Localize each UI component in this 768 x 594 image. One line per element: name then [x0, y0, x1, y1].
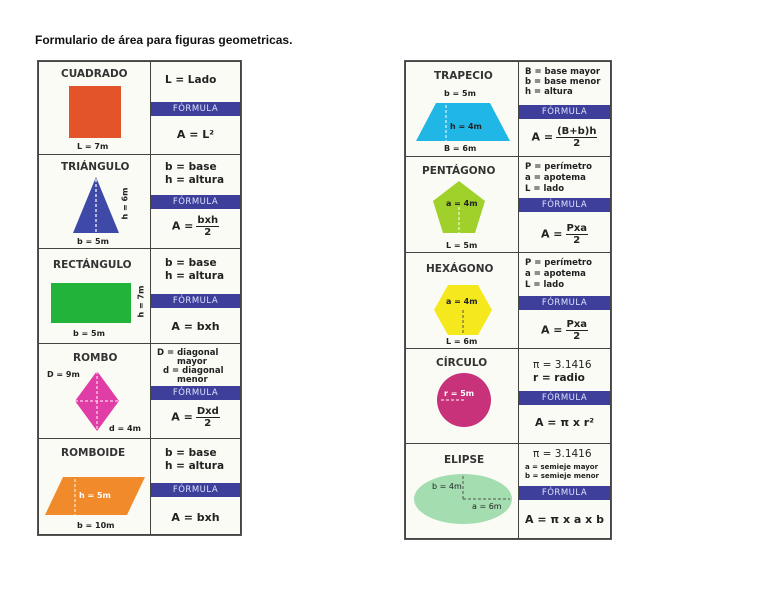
hexagono-side-label: L = 6m — [446, 337, 478, 346]
circulo-var-1: r = radio — [533, 372, 585, 384]
cuadrado-side-label: L = 7m — [77, 142, 109, 151]
triangulo-frac-den: 2 — [204, 227, 212, 238]
pentagono-frac-num: Pxa — [566, 223, 588, 234]
circulo-formula-text: A = π x r² — [534, 416, 595, 429]
romboide-var-0: b = base — [165, 447, 217, 459]
rombo-frac-den: 2 — [204, 418, 212, 429]
triangulo-var-0: b = base — [165, 161, 217, 173]
ellipse-shape — [414, 474, 512, 524]
rectangulo-formula-band: FÓRMULA — [151, 294, 240, 308]
rombo-var-1: mayor — [177, 357, 207, 367]
rhombus-shape — [75, 371, 119, 431]
rombo-info-cell — [150, 343, 241, 439]
hexagono-figure-cell — [405, 252, 519, 349]
cuadrado-formula — [151, 128, 240, 141]
triangulo-base-label: b = 5m — [77, 237, 109, 246]
elipse-info-cell — [518, 443, 611, 539]
trapecio-small-base-label: b = 5m — [444, 89, 476, 98]
hexagono-apothem-label: a = 4m — [446, 297, 478, 306]
rombo-var-0: D = diagonal — [157, 348, 219, 358]
rectangulo-info-cell — [150, 248, 241, 344]
elipse-formula — [519, 513, 610, 526]
rectangulo-var-0: b = base — [165, 257, 217, 269]
hexagono-var-1: a = apotema — [525, 269, 586, 279]
triangulo-name: TRIÁNGULO — [61, 161, 130, 173]
rectangulo-formula — [151, 320, 240, 333]
romboide-height-label: h = 5m — [79, 491, 111, 500]
rectangulo-name: RECTÁNGULO — [53, 259, 132, 271]
hexagono-formula — [519, 319, 610, 342]
pentagono-var-1: a = apotema — [525, 173, 586, 183]
square-shape — [69, 86, 121, 138]
triangulo-formula-band: FÓRMULA — [151, 195, 240, 209]
trapecio-var-2: h = altura — [525, 87, 573, 97]
rombo-name: ROMBO — [73, 352, 118, 364]
hexagono-frac-den: 2 — [573, 331, 581, 342]
triangulo-figure-cell — [38, 154, 151, 249]
rectangulo-figure-cell — [38, 248, 151, 344]
triangulo-height-label: h = 6m — [120, 187, 130, 220]
pentagono-apothem-label: a = 4m — [446, 199, 478, 208]
hexagono-frac-num: Pxa — [566, 319, 588, 330]
pentagono-formula — [519, 223, 610, 246]
trapecio-height-label: h = 4m — [450, 122, 482, 131]
trapecio-formula — [519, 126, 610, 149]
trapecio-name: TRAPECIO — [434, 70, 493, 82]
rombo-minor-diagonal-label: d = 4m — [109, 424, 141, 433]
pentagono-var-2: L = lado — [525, 184, 565, 194]
cuadrado-figure-cell — [38, 61, 151, 155]
rombo-formula — [151, 406, 240, 429]
romboide-name: ROMBOIDE — [61, 447, 126, 459]
rombo-figure-cell — [38, 343, 151, 439]
rombo-formula-lhs: A = — [171, 410, 193, 424]
hexagono-formula-lhs: A = — [540, 323, 563, 337]
right-formula-sheet — [404, 60, 612, 540]
elipse-formula-text: A = π x a x b — [525, 513, 604, 526]
circulo-figure-cell — [405, 348, 519, 444]
rectangulo-formula-text: A = bxh — [171, 320, 220, 333]
hexagono-var-2: L = lado — [525, 280, 565, 290]
circulo-info-cell — [518, 348, 611, 444]
left-formula-sheet — [37, 60, 242, 536]
rombo-var-2: d = diagonal — [163, 366, 224, 376]
romboide-figure-cell — [38, 438, 151, 535]
elipse-var-1: a = semieje mayor — [525, 463, 599, 471]
triangulo-frac-num: bxh — [197, 215, 219, 226]
circulo-radius-label: r = 5m — [444, 389, 475, 398]
hexagono-name: HEXÁGONO — [426, 263, 494, 275]
romboide-base-label: b = 10m — [77, 521, 115, 530]
trapecio-frac-den: 2 — [573, 138, 581, 149]
hexagono-formula-band: FÓRMULA — [519, 296, 610, 310]
circulo-name: CÍRCULO — [436, 357, 488, 369]
elipse-formula-band: FÓRMULA — [519, 486, 610, 500]
pentagono-side-label: L = 5m — [446, 241, 478, 250]
pentagono-name: PENTÁGONO — [422, 165, 496, 177]
triangulo-info-cell — [150, 154, 241, 249]
rectangulo-height-label: h = 7m — [136, 285, 146, 318]
cuadrado-info-cell — [150, 61, 241, 155]
circle-shape — [437, 373, 491, 427]
rombo-frac-num: Dxd — [196, 406, 219, 417]
romboide-formula-band: FÓRMULA — [151, 483, 240, 497]
rombo-formula-band: FÓRMULA — [151, 386, 240, 400]
hexagono-var-0: P = perímetro — [525, 258, 592, 268]
cuadrado-formula-text: A = L² — [176, 128, 215, 141]
cuadrado-name: CUADRADO — [61, 68, 128, 80]
pentagono-info-cell — [518, 156, 611, 253]
elipse-var-2: b = semieje menor — [525, 472, 599, 480]
elipse-minor-axis-label: b = 4m — [432, 482, 462, 491]
pentagono-formula-band: FÓRMULA — [519, 198, 610, 212]
pentagono-frac-den: 2 — [573, 235, 581, 246]
romboide-formula-text: A = bxh — [171, 511, 220, 524]
triangulo-fraction — [196, 215, 219, 238]
pentagono-figure-cell — [405, 156, 519, 253]
hexagono-fraction — [566, 319, 589, 342]
rombo-major-diagonal-label: D = 9m — [47, 370, 80, 379]
cuadrado-var-0: L = Lado — [165, 74, 217, 86]
circulo-formula — [519, 416, 610, 429]
triangulo-formula — [151, 215, 240, 238]
trapecio-formula-lhs: A = — [531, 130, 554, 144]
circulo-formula-band: FÓRMULA — [519, 391, 610, 405]
triangle-shape — [73, 177, 119, 233]
circulo-var-0: π = 3.1416 — [533, 359, 592, 371]
hexagono-info-cell — [518, 252, 611, 349]
triangulo-formula-lhs: A = — [171, 219, 194, 233]
rectangulo-var-1: h = altura — [165, 270, 225, 282]
elipse-name: ELIPSE — [444, 454, 485, 466]
rectangle-shape — [51, 283, 131, 323]
elipse-figure-cell — [405, 443, 519, 539]
trapecio-info-cell — [518, 61, 611, 157]
romboide-var-1: h = altura — [165, 460, 225, 472]
hexagon-shape — [434, 285, 492, 335]
trapecio-large-base-label: B = 6m — [444, 144, 477, 153]
pentagono-fraction — [566, 223, 589, 246]
cuadrado-formula-band: FÓRMULA — [151, 102, 240, 116]
rectangulo-base-label: b = 5m — [73, 329, 105, 338]
rombo-var-3: menor — [177, 375, 208, 385]
trapecio-var-0: B = base mayor — [525, 67, 601, 77]
trapecio-var-1: b = base menor — [525, 77, 601, 87]
pentagono-formula-lhs: A = — [540, 227, 563, 241]
trapecio-figure-cell — [405, 61, 519, 157]
page-title: Formulario de área para figuras geometricas. — [35, 33, 293, 47]
elipse-var-0: π = 3.1416 — [533, 448, 592, 460]
rombo-fraction — [196, 406, 220, 429]
trapecio-frac-num: (B+b)h — [557, 126, 597, 137]
triangulo-var-1: h = altura — [165, 174, 225, 186]
trapecio-fraction — [556, 126, 597, 149]
pentagono-var-0: P = perímetro — [525, 162, 592, 172]
romboide-formula — [151, 511, 240, 524]
romboide-info-cell — [150, 438, 241, 535]
elipse-major-axis-label: a = 6m — [472, 502, 502, 511]
trapecio-formula-band: FÓRMULA — [519, 105, 610, 119]
